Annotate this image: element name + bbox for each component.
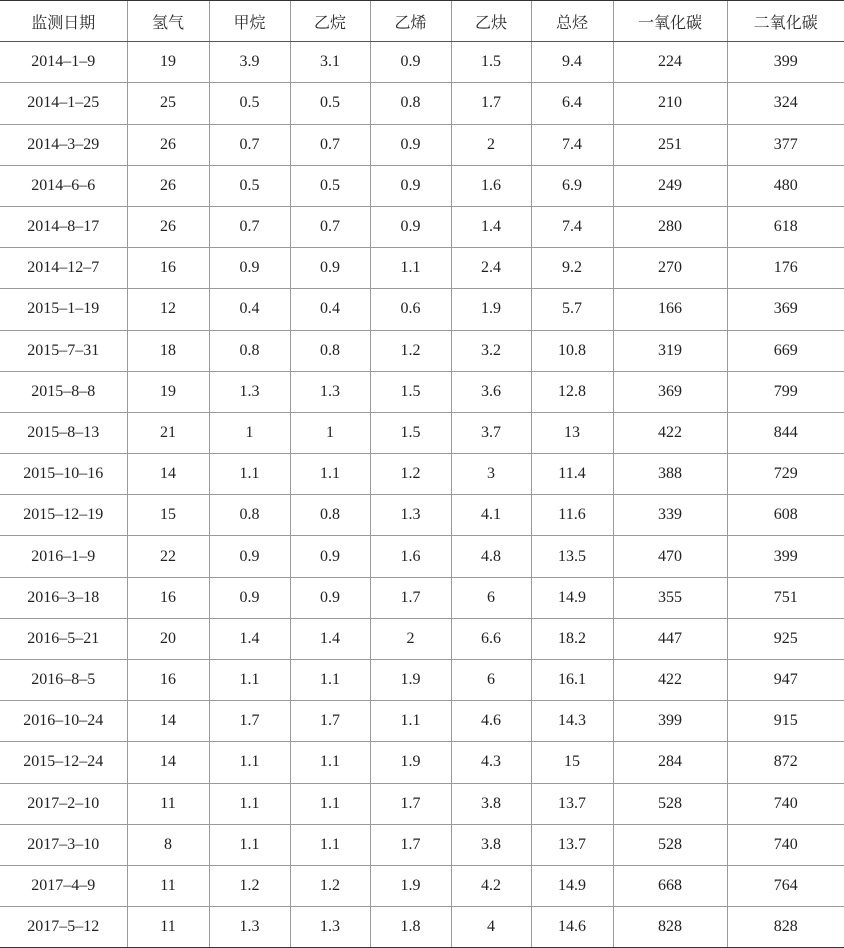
table-cell: 399 bbox=[613, 701, 727, 742]
table-cell: 1.1 bbox=[290, 454, 370, 495]
header-row bbox=[0, 1, 844, 42]
table-cell: 947 bbox=[727, 660, 844, 701]
table-cell: 1.2 bbox=[290, 865, 370, 906]
table-cell: 9.4 bbox=[531, 42, 613, 83]
table-cell: 280 bbox=[613, 206, 727, 247]
table-cell: 399 bbox=[727, 42, 844, 83]
table-cell: 15 bbox=[531, 742, 613, 783]
table-cell: 6 bbox=[451, 660, 531, 701]
table-row bbox=[0, 783, 844, 824]
table-cell: 1.1 bbox=[209, 824, 290, 865]
table-row bbox=[0, 83, 844, 124]
table-cell: 2014–1–25 bbox=[0, 83, 127, 124]
table-cell: 3.1 bbox=[290, 42, 370, 83]
table-cell: 1.2 bbox=[370, 454, 451, 495]
table-cell: 0.8 bbox=[290, 495, 370, 536]
table-cell: 3.8 bbox=[451, 824, 531, 865]
table-cell: 2017–3–10 bbox=[0, 824, 127, 865]
table-cell: 0.5 bbox=[290, 165, 370, 206]
table-cell: 799 bbox=[727, 371, 844, 412]
table-cell: 668 bbox=[613, 865, 727, 906]
table-cell: 16 bbox=[127, 577, 209, 618]
table-cell: 1.1 bbox=[209, 742, 290, 783]
table-cell: 0.9 bbox=[290, 577, 370, 618]
table-cell: 470 bbox=[613, 536, 727, 577]
table-cell: 1.7 bbox=[370, 577, 451, 618]
table-cell: 0.7 bbox=[209, 206, 290, 247]
table-cell: 2017–5–12 bbox=[0, 907, 127, 948]
table-cell: 1.3 bbox=[209, 907, 290, 948]
table-cell: 1.6 bbox=[370, 536, 451, 577]
table-cell: 0.8 bbox=[209, 495, 290, 536]
table-cell: 1.1 bbox=[209, 783, 290, 824]
table-cell: 2015–7–31 bbox=[0, 330, 127, 371]
table-row bbox=[0, 701, 844, 742]
table-cell: 18 bbox=[127, 330, 209, 371]
table-cell: 26 bbox=[127, 124, 209, 165]
table-row bbox=[0, 865, 844, 906]
table-cell: 3.8 bbox=[451, 783, 531, 824]
table-cell: 14.9 bbox=[531, 577, 613, 618]
table-cell: 0.9 bbox=[370, 206, 451, 247]
table-cell: 1.1 bbox=[290, 660, 370, 701]
table-row bbox=[0, 454, 844, 495]
table-cell: 1.8 bbox=[370, 907, 451, 948]
table-cell: 0.5 bbox=[290, 83, 370, 124]
table-cell: 2016–8–5 bbox=[0, 660, 127, 701]
table-cell: 14 bbox=[127, 701, 209, 742]
table-cell: 11 bbox=[127, 783, 209, 824]
table-row bbox=[0, 165, 844, 206]
table-cell: 2015–12–24 bbox=[0, 742, 127, 783]
table-cell: 16 bbox=[127, 248, 209, 289]
table-cell: 422 bbox=[613, 660, 727, 701]
table-cell: 2014–8–17 bbox=[0, 206, 127, 247]
table-cell: 19 bbox=[127, 42, 209, 83]
table-cell: 844 bbox=[727, 412, 844, 453]
table-cell: 1.1 bbox=[209, 454, 290, 495]
table-cell: 2 bbox=[370, 618, 451, 659]
table-cell: 2014–12–7 bbox=[0, 248, 127, 289]
table-cell: 9.2 bbox=[531, 248, 613, 289]
table-cell: 2014–6–6 bbox=[0, 165, 127, 206]
table-cell: 751 bbox=[727, 577, 844, 618]
table-row bbox=[0, 907, 844, 948]
table-cell: 1.7 bbox=[370, 783, 451, 824]
table-cell: 339 bbox=[613, 495, 727, 536]
table-cell: 369 bbox=[613, 371, 727, 412]
table-cell: 10.8 bbox=[531, 330, 613, 371]
table-body bbox=[0, 42, 844, 948]
header-date: 监测日期 bbox=[0, 1, 127, 42]
table-cell: 249 bbox=[613, 165, 727, 206]
table-cell: 319 bbox=[613, 330, 727, 371]
table-cell: 2015–8–13 bbox=[0, 412, 127, 453]
table-cell: 14.6 bbox=[531, 907, 613, 948]
table-cell: 210 bbox=[613, 83, 727, 124]
table-cell: 14 bbox=[127, 742, 209, 783]
table-cell: 13.7 bbox=[531, 783, 613, 824]
table-cell: 11 bbox=[127, 907, 209, 948]
table-row bbox=[0, 618, 844, 659]
table-cell: 0.6 bbox=[370, 289, 451, 330]
table-cell: 19 bbox=[127, 371, 209, 412]
table-cell: 2016–1–9 bbox=[0, 536, 127, 577]
table-cell: 1.1 bbox=[290, 742, 370, 783]
table-cell: 2017–2–10 bbox=[0, 783, 127, 824]
table-cell: 4.1 bbox=[451, 495, 531, 536]
table-cell: 355 bbox=[613, 577, 727, 618]
table-cell: 3.6 bbox=[451, 371, 531, 412]
table-cell: 422 bbox=[613, 412, 727, 453]
table-cell: 25 bbox=[127, 83, 209, 124]
table-cell: 14.9 bbox=[531, 865, 613, 906]
table-cell: 6.6 bbox=[451, 618, 531, 659]
table-cell: 1.2 bbox=[370, 330, 451, 371]
table-cell: 764 bbox=[727, 865, 844, 906]
table-cell: 399 bbox=[727, 536, 844, 577]
table-row bbox=[0, 371, 844, 412]
table-cell: 528 bbox=[613, 783, 727, 824]
table-cell: 16 bbox=[127, 660, 209, 701]
table-cell: 1 bbox=[290, 412, 370, 453]
table-cell: 828 bbox=[613, 907, 727, 948]
table-cell: 224 bbox=[613, 42, 727, 83]
table-row bbox=[0, 124, 844, 165]
table-cell: 872 bbox=[727, 742, 844, 783]
table-cell: 618 bbox=[727, 206, 844, 247]
table-cell: 2014–3–29 bbox=[0, 124, 127, 165]
table-cell: 7.4 bbox=[531, 124, 613, 165]
table-cell: 2 bbox=[451, 124, 531, 165]
table-cell: 4.8 bbox=[451, 536, 531, 577]
table-cell: 915 bbox=[727, 701, 844, 742]
table-cell: 528 bbox=[613, 824, 727, 865]
table-cell: 740 bbox=[727, 824, 844, 865]
table-cell: 1.9 bbox=[370, 742, 451, 783]
table-cell: 3.2 bbox=[451, 330, 531, 371]
table-cell: 2015–1–19 bbox=[0, 289, 127, 330]
table-cell: 1.1 bbox=[209, 660, 290, 701]
table-cell: 1.4 bbox=[451, 206, 531, 247]
table-cell: 925 bbox=[727, 618, 844, 659]
table-cell: 2017–4–9 bbox=[0, 865, 127, 906]
table-cell: 0.9 bbox=[370, 165, 451, 206]
table-cell: 0.7 bbox=[290, 124, 370, 165]
table-cell: 22 bbox=[127, 536, 209, 577]
table-cell: 0.9 bbox=[290, 248, 370, 289]
table-cell: 669 bbox=[727, 330, 844, 371]
table-cell: 1.5 bbox=[451, 42, 531, 83]
table-cell: 2.4 bbox=[451, 248, 531, 289]
table-cell: 0.9 bbox=[209, 577, 290, 618]
table-cell: 1.7 bbox=[209, 701, 290, 742]
table-cell: 0.4 bbox=[290, 289, 370, 330]
table-cell: 0.9 bbox=[209, 536, 290, 577]
table-cell: 1 bbox=[209, 412, 290, 453]
table-cell: 0.8 bbox=[370, 83, 451, 124]
table-cell: 4.2 bbox=[451, 865, 531, 906]
table-cell: 2016–10–24 bbox=[0, 701, 127, 742]
table-cell: 26 bbox=[127, 206, 209, 247]
table-cell: 5.7 bbox=[531, 289, 613, 330]
table-cell: 1.5 bbox=[370, 371, 451, 412]
table-row bbox=[0, 412, 844, 453]
table-cell: 2016–5–21 bbox=[0, 618, 127, 659]
header-carbon-dioxide: 二氧化碳 bbox=[727, 1, 844, 42]
table-cell: 0.9 bbox=[370, 124, 451, 165]
table-row bbox=[0, 742, 844, 783]
table-cell: 176 bbox=[727, 248, 844, 289]
header-ethylene: 乙烯 bbox=[370, 1, 451, 42]
table-row bbox=[0, 330, 844, 371]
table-cell: 3.9 bbox=[209, 42, 290, 83]
table-cell: 2014–1–9 bbox=[0, 42, 127, 83]
table-cell: 480 bbox=[727, 165, 844, 206]
table-cell: 284 bbox=[613, 742, 727, 783]
table-cell: 0.8 bbox=[290, 330, 370, 371]
table-cell: 0.5 bbox=[209, 165, 290, 206]
table-cell: 1.1 bbox=[370, 701, 451, 742]
table-cell: 2015–12–19 bbox=[0, 495, 127, 536]
table-cell: 7.4 bbox=[531, 206, 613, 247]
table-cell: 828 bbox=[727, 907, 844, 948]
table-cell: 4.3 bbox=[451, 742, 531, 783]
table-cell: 14 bbox=[127, 454, 209, 495]
table-cell: 6.4 bbox=[531, 83, 613, 124]
table-row bbox=[0, 42, 844, 83]
table-cell: 1.3 bbox=[370, 495, 451, 536]
table-cell: 1.3 bbox=[290, 371, 370, 412]
table-cell: 1.4 bbox=[290, 618, 370, 659]
table-cell: 1.5 bbox=[370, 412, 451, 453]
table-cell: 2015–8–8 bbox=[0, 371, 127, 412]
table-cell: 324 bbox=[727, 83, 844, 124]
table-cell: 1.9 bbox=[370, 865, 451, 906]
table-cell: 447 bbox=[613, 618, 727, 659]
table-cell: 2016–3–18 bbox=[0, 577, 127, 618]
header-carbon-monoxide: 一氧化碳 bbox=[613, 1, 727, 42]
table-cell: 251 bbox=[613, 124, 727, 165]
table-cell: 166 bbox=[613, 289, 727, 330]
table-cell: 0.9 bbox=[370, 42, 451, 83]
header-total-hydrocarbons: 总烃 bbox=[531, 1, 613, 42]
table-cell: 16.1 bbox=[531, 660, 613, 701]
table-cell: 12 bbox=[127, 289, 209, 330]
table-cell: 11 bbox=[127, 865, 209, 906]
table-cell: 3 bbox=[451, 454, 531, 495]
table-cell: 3.7 bbox=[451, 412, 531, 453]
table-cell: 13 bbox=[531, 412, 613, 453]
table-cell: 12.8 bbox=[531, 371, 613, 412]
table-row bbox=[0, 824, 844, 865]
table-cell: 2015–10–16 bbox=[0, 454, 127, 495]
table-cell: 1.7 bbox=[290, 701, 370, 742]
table-cell: 0.4 bbox=[209, 289, 290, 330]
table-cell: 1.3 bbox=[290, 907, 370, 948]
table-cell: 1.7 bbox=[451, 83, 531, 124]
header-acetylene: 乙炔 bbox=[451, 1, 531, 42]
table-cell: 1.1 bbox=[290, 824, 370, 865]
table-cell: 26 bbox=[127, 165, 209, 206]
table-cell: 11.4 bbox=[531, 454, 613, 495]
table-cell: 1.6 bbox=[451, 165, 531, 206]
table-cell: 0.8 bbox=[209, 330, 290, 371]
table-cell: 1.9 bbox=[370, 660, 451, 701]
table-cell: 4.6 bbox=[451, 701, 531, 742]
table-cell: 4 bbox=[451, 907, 531, 948]
table-cell: 11.6 bbox=[531, 495, 613, 536]
table-cell: 1.2 bbox=[209, 865, 290, 906]
table-cell: 608 bbox=[727, 495, 844, 536]
table-cell: 729 bbox=[727, 454, 844, 495]
table-cell: 6.9 bbox=[531, 165, 613, 206]
table-row bbox=[0, 577, 844, 618]
header-hydrogen: 氢气 bbox=[127, 1, 209, 42]
table-cell: 369 bbox=[727, 289, 844, 330]
table-row bbox=[0, 660, 844, 701]
table-row bbox=[0, 248, 844, 289]
table-cell: 13.7 bbox=[531, 824, 613, 865]
table-cell: 1.3 bbox=[209, 371, 290, 412]
header-methane: 甲烷 bbox=[209, 1, 290, 42]
table-cell: 20 bbox=[127, 618, 209, 659]
table-row bbox=[0, 206, 844, 247]
table-cell: 0.7 bbox=[209, 124, 290, 165]
table-cell: 377 bbox=[727, 124, 844, 165]
table-cell: 1.4 bbox=[209, 618, 290, 659]
table-row bbox=[0, 536, 844, 577]
table-cell: 1.1 bbox=[290, 783, 370, 824]
table-cell: 6 bbox=[451, 577, 531, 618]
table-cell: 18.2 bbox=[531, 618, 613, 659]
table-cell: 0.9 bbox=[290, 536, 370, 577]
table-row bbox=[0, 289, 844, 330]
table-cell: 0.7 bbox=[290, 206, 370, 247]
table-cell: 15 bbox=[127, 495, 209, 536]
table-cell: 1.7 bbox=[370, 824, 451, 865]
table-cell: 388 bbox=[613, 454, 727, 495]
table-cell: 0.9 bbox=[209, 248, 290, 289]
table-cell: 740 bbox=[727, 783, 844, 824]
table-header bbox=[0, 1, 844, 42]
table-cell: 8 bbox=[127, 824, 209, 865]
table-cell: 270 bbox=[613, 248, 727, 289]
table-cell: 13.5 bbox=[531, 536, 613, 577]
table-cell: 1.9 bbox=[451, 289, 531, 330]
table-row bbox=[0, 495, 844, 536]
table-cell: 21 bbox=[127, 412, 209, 453]
table-cell: 14.3 bbox=[531, 701, 613, 742]
table-cell: 0.5 bbox=[209, 83, 290, 124]
header-ethane: 乙烷 bbox=[290, 1, 370, 42]
table-cell: 1.1 bbox=[370, 248, 451, 289]
